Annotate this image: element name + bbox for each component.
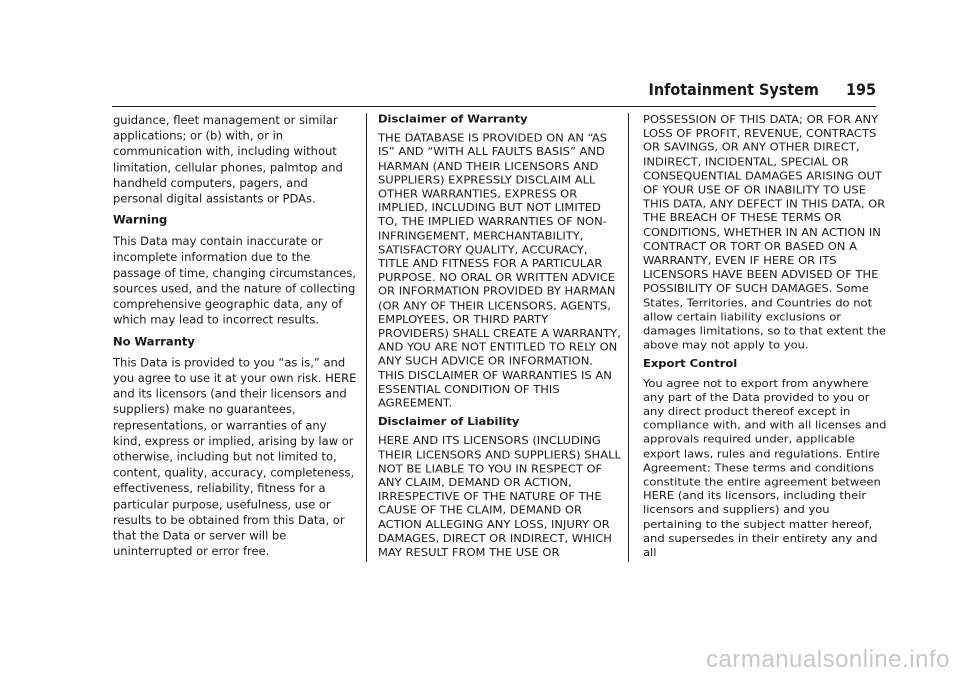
heading-disclaimer-of-liability: Disclaimer of Liability	[378, 416, 520, 429]
watermark-text: carmanualsonline.info	[706, 646, 950, 673]
paragraph: guidance, fleet management or similar applications; or (b) with, or in communication with, including without limitation, cellular phones, palmtop and handheld computers, pagers, and personal digital assistants or PDAs.	[113, 113, 343, 207]
column-1	[113, 113, 357, 565]
heading-export-control: Export Control	[643, 358, 738, 371]
column-3	[643, 113, 887, 565]
heading-no-warranty: No Warranty	[113, 335, 195, 349]
page-number: 195	[845, 80, 876, 99]
paragraph: THE DATABASE IS PROVIDED ON AN “AS IS” AND “WITH ALL FAULTS BASIS” AND HARMAN (AND THEIR LICENSORS AND SUPPLIERS) EXPRESSLY DISCLAIM ALL OTHER WARRANTIES, EXPRESS OR IMPLIED, INCLUDING BUT NOT LIMITED TO, THE IMPLIED WARRANTIES OF NON-INFRINGEMENT, MERCHANTABILITY, SATISFACTORY QUALITY, ACCURACY, TITLE AND FITNESS FOR A PARTICULAR PURPOSE. NO ORAL OR WRITTEN ADVICE OR INFORMATION PROVIDED BY HARMAN (OR ANY OF THEIR LICENSORS, AGENTS, EMPLOYEES, OR THIRD PARTY PROVIDERS) SHALL CREATE A WARRANTY, AND YOU ARE NOT ENTITLED TO RELY ON ANY SUCH ADVICE OR INFORMATION. THIS DISCLAIMER OF WARRANTIES IS AN ESSENTIAL CONDITION OF THIS AGREEMENT.	[378, 132, 621, 410]
heading-warning: Warning	[113, 213, 168, 228]
column-divider	[366, 113, 367, 562]
page-header	[649, 80, 876, 99]
paragraph: This Data is provided to you “as is,” and you agree to use it at your own risk. HERE and its licensors (and their licensors and suppliers) make no guarantees, representations, or warranties of any kind, express or implied, arising by law or otherwise, including but not limited to, content, quality, accuracy, completeness, effectiveness, reliability, fitness for a particular purpose, usefulness, use or results to be obtained from this Data, or that the Data or server will be uninterrupted or error free.	[113, 356, 357, 559]
heading-disclaimer-of-warranty: Disclaimer of Warranty	[378, 113, 528, 126]
header-rule	[112, 106, 876, 107]
column-2	[378, 113, 622, 565]
paragraph: POSSESSION OF THIS DATA; OR FOR ANY LOSS OF PROFIT, REVENUE, CONTRACTS OR SAVINGS, OR ANY OTHER DIRECT, INDIRECT, INCIDENTAL, SPECIAL OR CONSEQUENTIAL DAMAGES ARISING OUT OF YOUR USE OF OR INABILITY TO USE THIS DATA, ANY DEFECT IN THIS DATA, OR THE BREACH OF THESE TERMS OR CONDITIONS, WHETHER IN AN ACTION IN CONTRACT OR TORT OR BASED ON A WARRANTY, EVEN IF HERE OR ITS LICENSORS HAVE BEEN ADVISED OF THE POSSIBILITY OF SUCH DAMAGES. Some States, Territories, and Countries do not allow certain liability exclusions or damages limitations, so to that extent the above may not apply to you.	[643, 113, 886, 352]
column-divider	[628, 113, 629, 562]
paragraph: You agree not to export from anywhere any part of the Data provided to you or any direct product thereof except in compliance with, and with all licenses and approvals required under, applicable export laws, rules and regulations. Entire Agreement: These terms and conditions constitute the entire agreement between HERE (and its licensors, including their licensors and suppliers) and you pertaining to the subject matter hereof, and supersedes in their entirety any and all	[643, 377, 887, 560]
section-title: Infotainment System	[648, 80, 819, 99]
paragraph: This Data may contain inaccurate or incomplete information due to the passage of time, changing circumstances, sources used, and the nature of collecting comprehensive geographic data, any of which may lead to incorrect results.	[113, 235, 357, 328]
paragraph: HERE AND ITS LICENSORS (INCLUDING THEIR LICENSORS AND SUPPLIERS) SHALL NOT BE LIABLE TO YOU IN RESPECT OF ANY CLAIM, DEMAND OR ACTION, IRRESPECTIVE OF THE NATURE OF THE CAUSE OF THE CLAIM, DEMAND OR ACTION ALLEGING ANY LOSS, INJURY OR DAMAGES, DIRECT OR INDIRECT, WHICH MAY RESULT FROM THE USE OR	[378, 435, 621, 560]
